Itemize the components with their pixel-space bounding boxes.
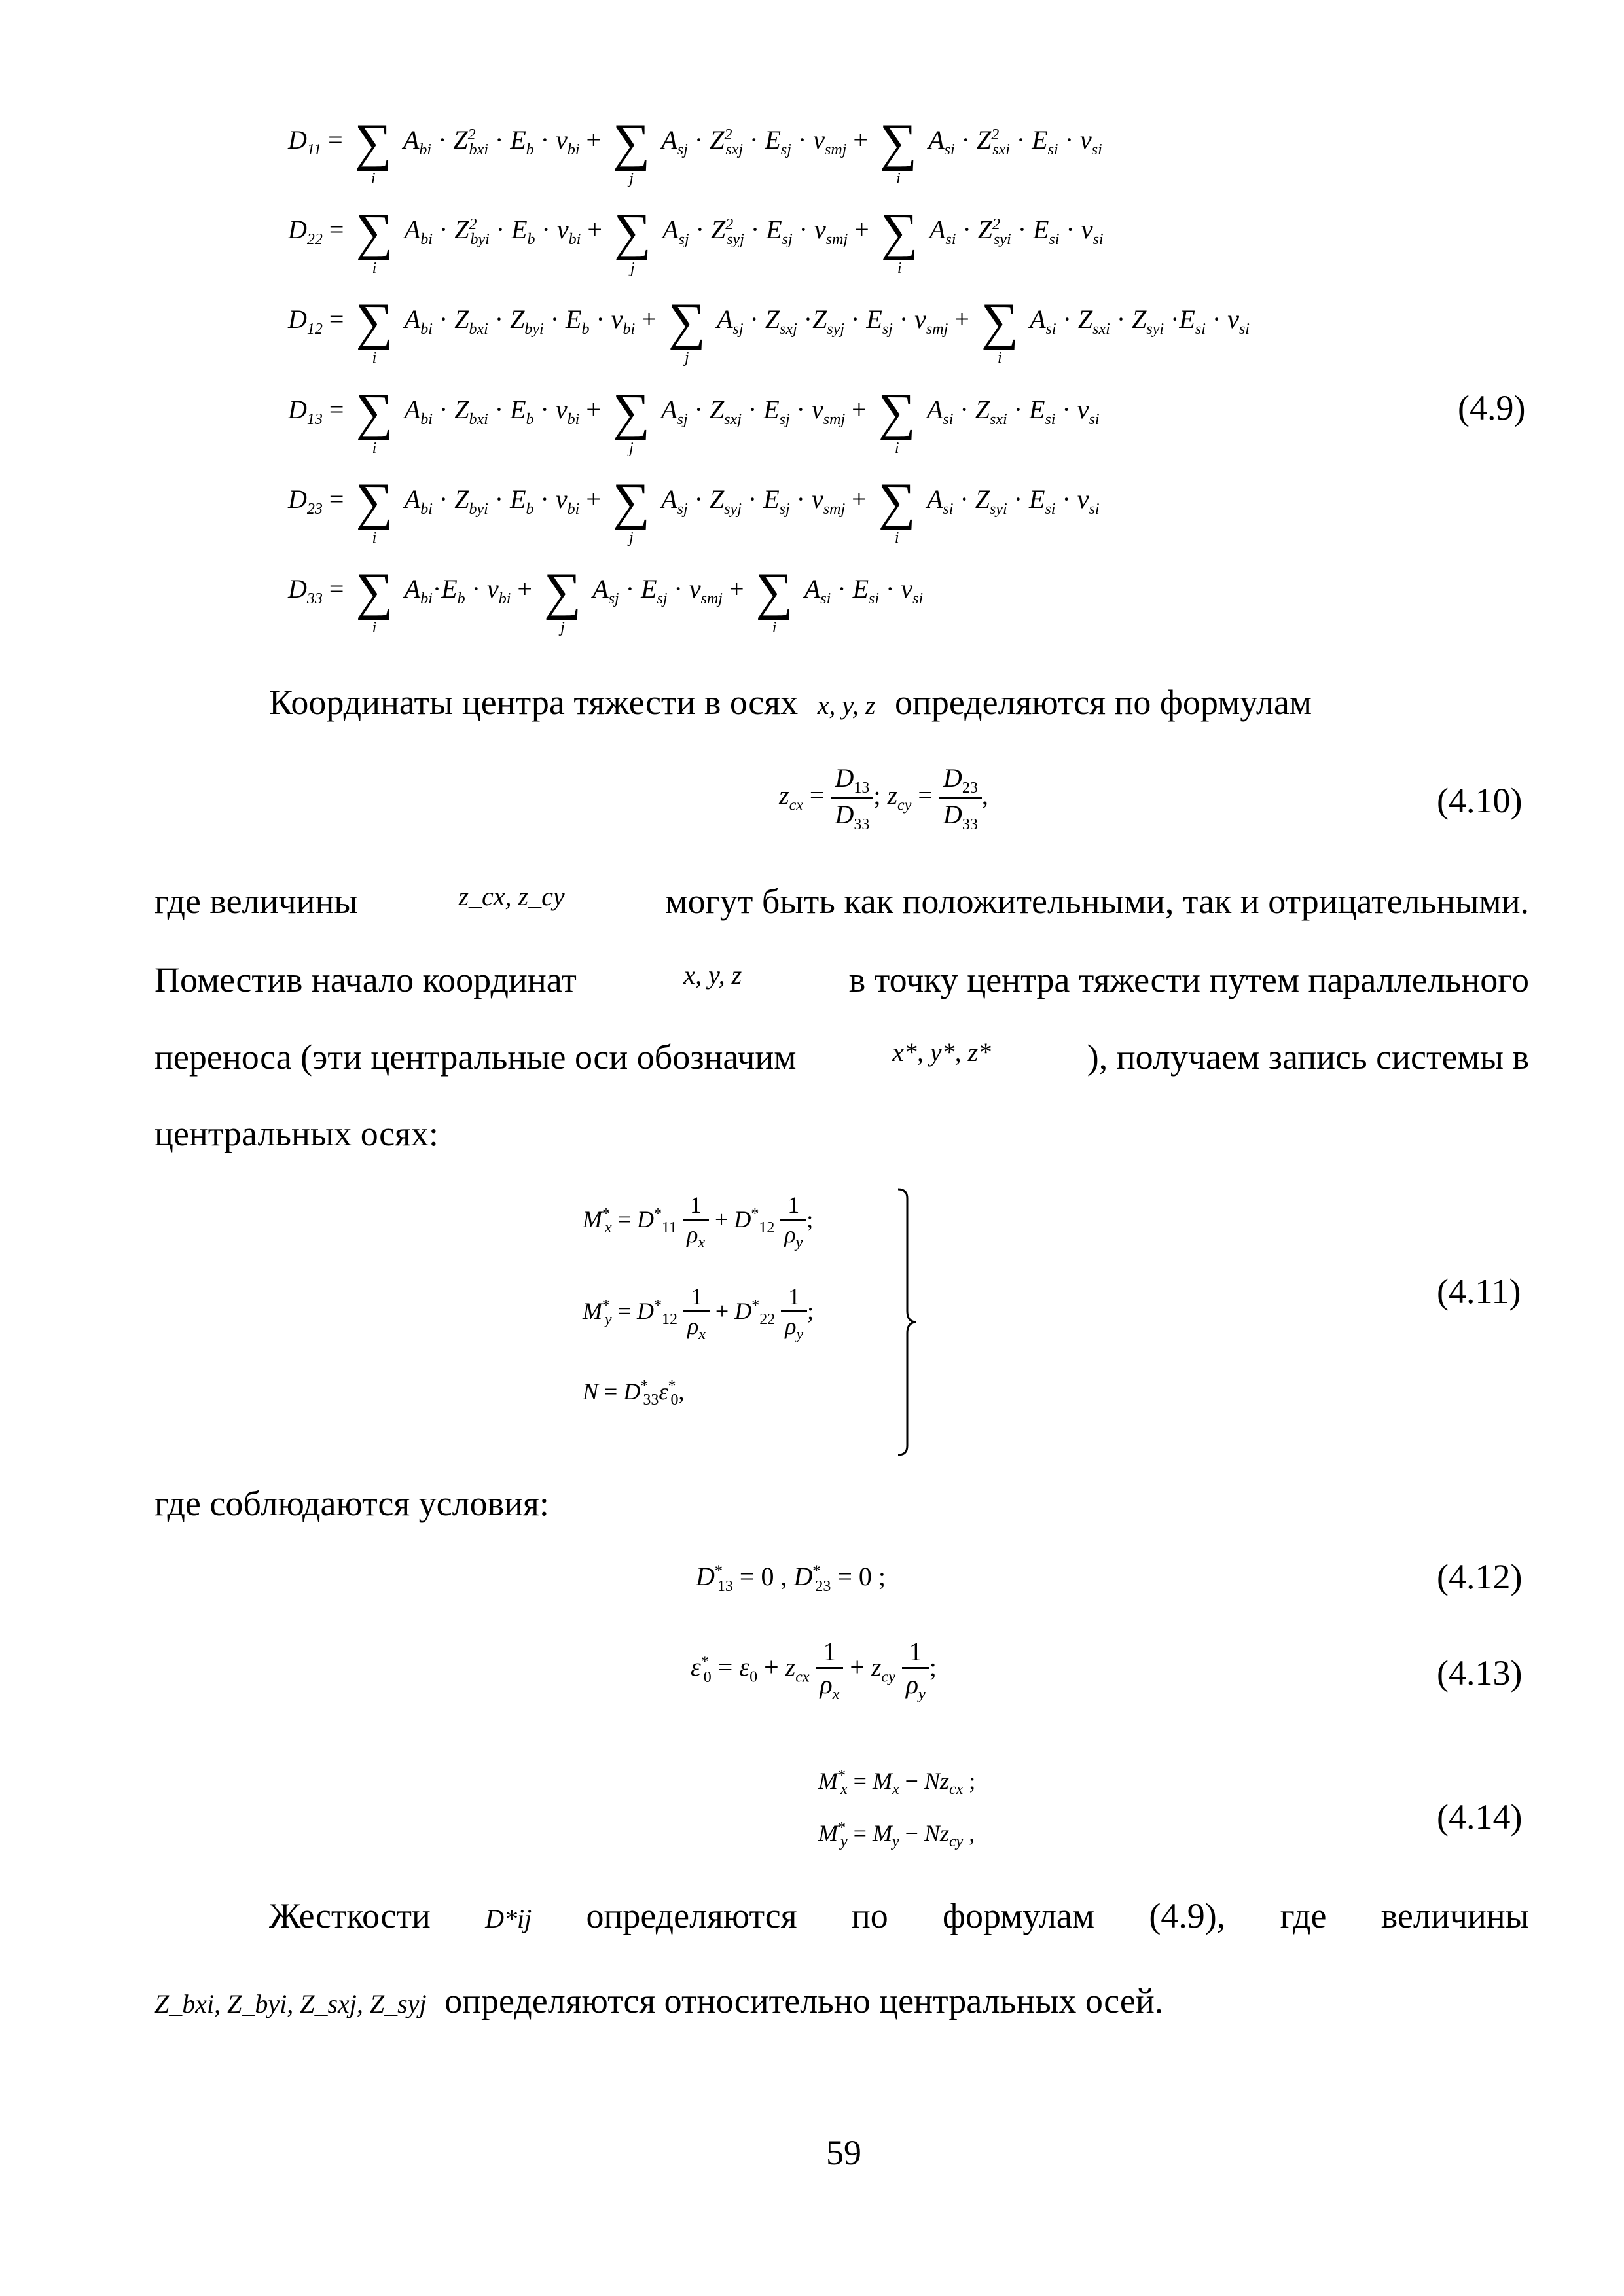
para1-tail: определяются по формулам — [894, 683, 1312, 722]
para4-l1a: Жесткости — [269, 1896, 431, 1935]
para2-l1v: z_cx, z_cy — [458, 882, 565, 911]
para4-l1b: определяются — [586, 1896, 797, 1935]
page-number: 59 — [826, 2133, 861, 2172]
equation-4-13: $\varepsilon^*_0 = \varepsilon_0 + z_{cx}$ $\frac{1}{\rho_x}$ + $z_{cy}$ $\frac{1}{\rho_y}$ ; — [691, 1637, 937, 1703]
equation-4-14-row-1: $M^*_x = M_x - Nz_{cx}$ ; — [818, 1767, 976, 1799]
equation-d11: $D_{11}$ = ∑ i $A_{bi} \cdot Z^2_{bxi} \cdot E_b \cdot \nu_{bi}$ + ∑ j $A_{sj} \cdot Z^2_{sxj} \cdot E_{sj} \cdot \nu_{smj}$ + ∑ i $A_{si} \cdot Z^2_{sxi} \cdot E_{si} \cdot \nu_{si}$ — [288, 114, 1102, 187]
paragraph-conditions: где соблюдаются условия: — [154, 1484, 549, 1523]
para4-l1g: величины — [1380, 1896, 1529, 1935]
equation-4-11-row-2: $M^*_y = D^*_{12}$ $\frac{1}{\rho_x}$ + $D^*_{22}$ $\frac{1}{\rho_y}$ ; — [583, 1283, 814, 1344]
para2-l3v: x*, y*, z* — [892, 1037, 992, 1067]
para2-l3b: ), получаем запись системы в — [1087, 1037, 1529, 1077]
para1-text: Координаты центра тяжести в осях — [269, 683, 799, 722]
paragraph-line-4: центральных осях: — [154, 1114, 439, 1153]
paragraph-line-1 — [154, 884, 1529, 919]
para2-l2a: Поместив начало координат — [154, 960, 577, 999]
para2-l2b: в точку центра тяжести путем параллельного — [848, 960, 1529, 999]
equation-d23: $D_{23}$ = ∑ i $A_{bi} \cdot Z_{byi} \cdot E_b \cdot \nu_{bi}$ + ∑ j $A_{sj} \cdot Z_{syj} \cdot E_{sj} \cdot \nu_{smj}$ + ∑ i $A_{si} \cdot Z_{syi} \cdot E_{si} \cdot \nu_{si}$ — [288, 473, 1100, 547]
paragraph-line-2 — [154, 962, 1529, 997]
para4-l2v: Z_bxi, Z_byi, Z_sxj, Z_syj — [154, 1989, 427, 2018]
paragraph-stiffness-line-2 — [154, 1983, 1163, 2018]
equation-d13: $D_{13}$ = ∑ i $A_{bi} \cdot Z_{bxi} \cdot E_b \cdot \nu_{bi}$ + ∑ j $A_{sj} \cdot Z_{sxj} \cdot E_{sj} \cdot \nu_{smj}$ + ∑ i $A_{si} \cdot Z_{sxi} \cdot E_{si} \cdot \nu_{si}$ — [288, 384, 1100, 457]
equation-number-4-13: (4.13) — [1437, 1653, 1523, 1693]
equation-number-4-10: (4.10) — [1437, 781, 1523, 820]
equation-4-11-row-1: $M^*_x = D^*_{11}$ $\frac{1}{\rho_x}$ + $D^*_{12}$ $\frac{1}{\rho_y}$ ; — [583, 1192, 814, 1252]
equation-4-14-row-2: $M^*_y = M_y - Nz_{cy}$ , — [818, 1820, 975, 1851]
para2-l1a: где величины — [154, 882, 358, 921]
paragraph-stiffness-line-1 — [269, 1898, 1529, 1933]
paragraph-center-of-gravity — [269, 685, 1312, 720]
para2-l3a: переноса (эти центральные оси обозначим — [154, 1037, 797, 1077]
para4-l1e: (4.9), — [1149, 1896, 1226, 1935]
equation-number-4-14: (4.14) — [1437, 1797, 1523, 1837]
equation-number-4-9: (4.9) — [1458, 388, 1526, 427]
equation-4-12: $D^*_{13} = 0$ , $D^*_{23} = 0$ ; — [696, 1562, 886, 1595]
para4-l1f: где — [1280, 1896, 1327, 1935]
equation-d12: $D_{12}$ = ∑ i $A_{bi} \cdot Z_{bxi} \cdot Z_{byi} \cdot E_b \cdot \nu_{bi}$ + ∑ j $A_{sj} \cdot Z_{sxj} \cdot Z_{syj} \cdot E_{sj} \cdot \nu_{smj}$ + ∑ i $A_{si} \cdot Z_{sxi} \cdot Z_{syi} \cdot E_{si} \cdot \nu_{si}$ — [288, 293, 1250, 367]
equation-d22: $D_{22}$ = ∑ i $A_{bi} \cdot Z^2_{byi} \cdot E_b \cdot \nu_{bi}$ + ∑ j $A_{sj} \cdot Z^2_{syj} \cdot E_{sj} \cdot \nu_{smj}$ + ∑ i $A_{si} \cdot Z^2_{syi} \cdot E_{si} \cdot \nu_{si}$ — [288, 204, 1104, 277]
para1-vars: x, y, z — [817, 691, 876, 720]
equation-number-4-12: (4.12) — [1437, 1557, 1523, 1596]
para4-l2b: определяются относительно центральных осей. — [444, 1981, 1164, 2020]
equation-4-10: $z_{cx}$ = $\frac{D_{13}}{D_{33}}$ ; $z_{cy}$ = $\frac{D_{23}}{D_{33}}$ , — [779, 763, 988, 833]
para2-l2v: x, y, z — [683, 960, 742, 990]
para2-l1b: могут быть как положительными, так и отрицательными. — [665, 882, 1529, 921]
equation-d33: $D_{33}$ = ∑ i $A_{bi}\cdot E_b \cdot \nu_{bi}$ + ∑ j $A_{sj} \cdot E_{sj} \cdot \nu_{smj}$ + ∑ i $A_{si} \cdot E_{si} \cdot \nu_{si}$ — [288, 563, 924, 636]
para4-l1v: D*ij — [485, 1904, 532, 1933]
equation-4-11-row-3: $N = D^*_{33}\varepsilon^*_0$, — [583, 1378, 685, 1409]
para4-l1c: по — [851, 1896, 888, 1935]
equation-number-4-11: (4.11) — [1437, 1272, 1521, 1311]
para4-l1d: формулам — [943, 1896, 1095, 1935]
paragraph-line-3 — [154, 1039, 1529, 1075]
curly-brace — [895, 1188, 919, 1456]
